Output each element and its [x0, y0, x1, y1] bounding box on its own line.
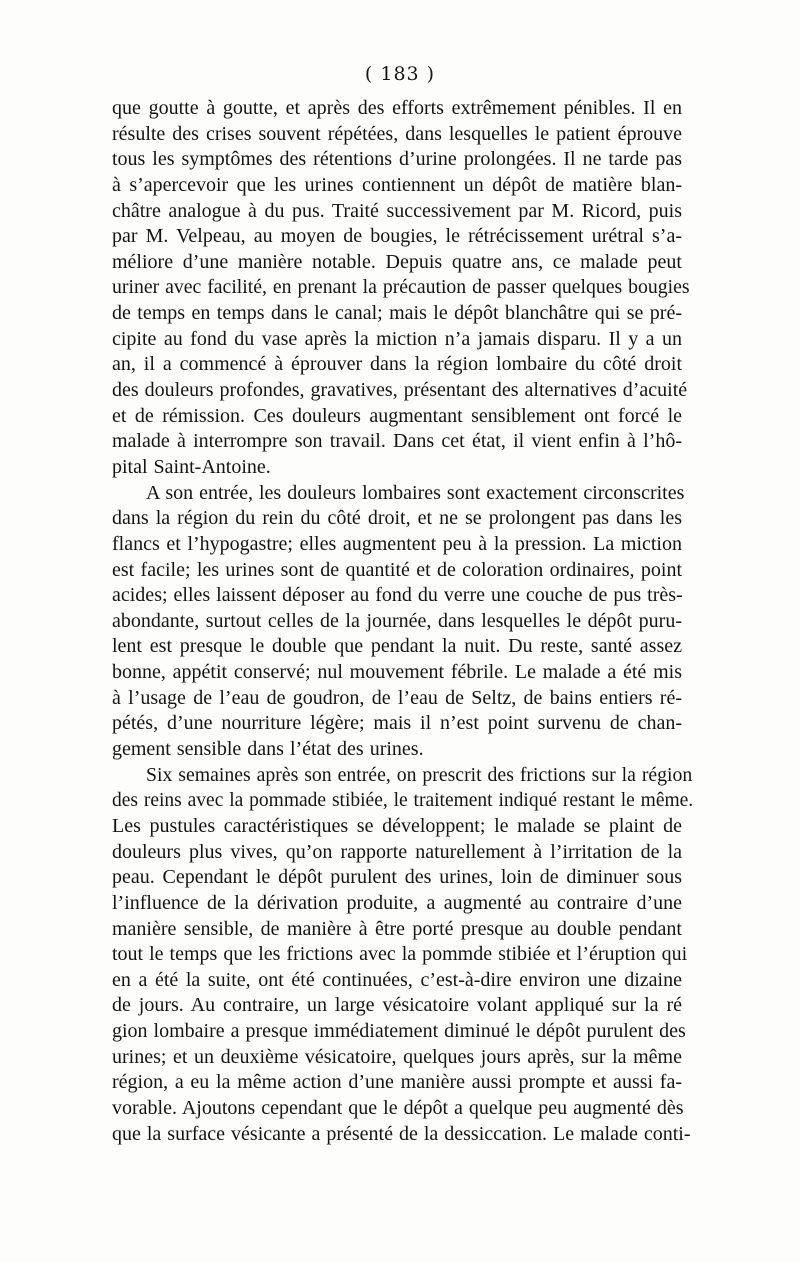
- text-line: et de rémission. Ces douleurs augmentant sensiblement ont forcé le: [112, 404, 682, 427]
- text-line: gion lombaire a presque immédiatement diminué le dépôt purulent des: [112, 1020, 686, 1043]
- text-line: à l’usage de l’eau de goudron, de l’eau de Seltz, de bains entiers ré-: [112, 686, 682, 709]
- text-line: est facile; les urines sont de quantité et de coloration ordinaires, point: [112, 558, 682, 581]
- text-line: urines; et un deuxième vésicatoire, quelques jours après, sur la même: [112, 1045, 682, 1068]
- text-line: pital Saint-Antoine.: [112, 455, 271, 478]
- page-number: ( 183 ): [364, 63, 436, 85]
- text-line: bonne, appétit conservé; nul mouvement fébrile. Le malade a été mis: [112, 661, 682, 684]
- text-line: manière sensible, de manière à être porté presque au double pendant: [112, 917, 682, 940]
- text-line: par M. Velpeau, au moyen de bougies, le rétrécissement urétral s’a-: [112, 225, 682, 248]
- text-line: cipite au fond du vase après la miction n’a jamais disparu. Il y a un: [112, 327, 682, 350]
- text-line: en a été la suite, ont été continuées, c’est-à-dire environ une dizaine: [112, 968, 682, 991]
- text-line: peau. Cependant le dépôt purulent des urines, loin de diminuer sous: [112, 866, 682, 889]
- text-line: abondante, surtout celles de la journée, dans lesquelles le dépôt puru-: [112, 609, 682, 632]
- text-line: châtre analogue à du pus. Traité successivement par M. Ricord, puis: [112, 199, 682, 222]
- text-line: tous les symptômes des rétentions d’urine prolongées. Il ne tarde pas: [112, 148, 682, 171]
- text-line: Les pustules caractéristiques se développent; le malade se plaint de: [112, 814, 682, 837]
- text-line: des reins avec la pommade stibiée, le traitement indiqué restant le même.: [112, 790, 694, 812]
- text-line: flancs et l’hypogastre; elles augmentent peu à la pression. La miction: [112, 532, 682, 555]
- text-line: lent est presque le double que pendant la nuit. Du reste, santé assez: [112, 635, 682, 658]
- text-line: que la surface vésicante a présenté de la dessiccation. Le malade conti-: [112, 1122, 691, 1145]
- text-line: an, il a commencé à éprouver dans la région lombaire du côté droit: [112, 353, 682, 376]
- paragraph-first-line: A son entrée, les douleurs lombaires sont exactement circonscrites: [146, 481, 685, 504]
- text-line: uriner avec facilité, en prenant la précaution de passer quelques bougies: [112, 276, 690, 299]
- text-line: méliore d’une manière notable. Depuis quatre ans, ce malade peut: [112, 250, 682, 273]
- text-line: tout le temps que les frictions avec la pommde stibiée et l’éruption qui: [112, 943, 688, 966]
- text-line: de temps en temps dans le canal; mais le dépôt blanchâtre qui se pré-: [112, 302, 682, 325]
- text-line: de jours. Au contraire, un large vésicatoire volant appliqué sur la ré: [112, 994, 682, 1017]
- text-line: acides; elles laissent déposer au fond du verre une couche de pus très-: [112, 584, 683, 607]
- text-line: des douleurs profondes, gravatives, présentant des alternatives d’acuité: [112, 379, 688, 402]
- text-line: douleurs plus vives, qu’on rapporte naturellement à l’irritation de la: [112, 840, 682, 863]
- text-line: à s’apercevoir que les urines contiennent un dépôt de matière blan-: [112, 173, 682, 196]
- text-line: malade à interrompre son travail. Dans cet état, il vient enfin à l’hô-: [112, 430, 682, 453]
- text-line: vorable. Ajoutons cependant que le dépôt a quelque peu augmenté dès: [112, 1096, 684, 1119]
- text-line: l’influence de la dérivation produite, a augmenté au contraire d’une: [112, 891, 682, 914]
- text-line: résulte des crises souvent répétées, dans lesquelles le patient éprouve: [112, 122, 682, 145]
- text-line: dans la région du rein du côté droit, et ne se prolongent pas dans les: [112, 507, 682, 530]
- text-line: gement sensible dans l’état des urines.: [112, 738, 424, 761]
- body-text: [112, 96, 694, 1147]
- text-line: pétés, d’une nourriture légère; mais il n’est point survenu de chan-: [112, 712, 682, 735]
- text-line: que goutte à goutte, et après des efforts extrêmement pénibles. Il en: [112, 97, 682, 119]
- text-line: région, a eu la même action d’une manière aussi prompte et aussi fa-: [112, 1071, 682, 1094]
- paragraph-first-line: Six semaines après son entrée, on prescrit des frictions sur la région: [146, 763, 693, 786]
